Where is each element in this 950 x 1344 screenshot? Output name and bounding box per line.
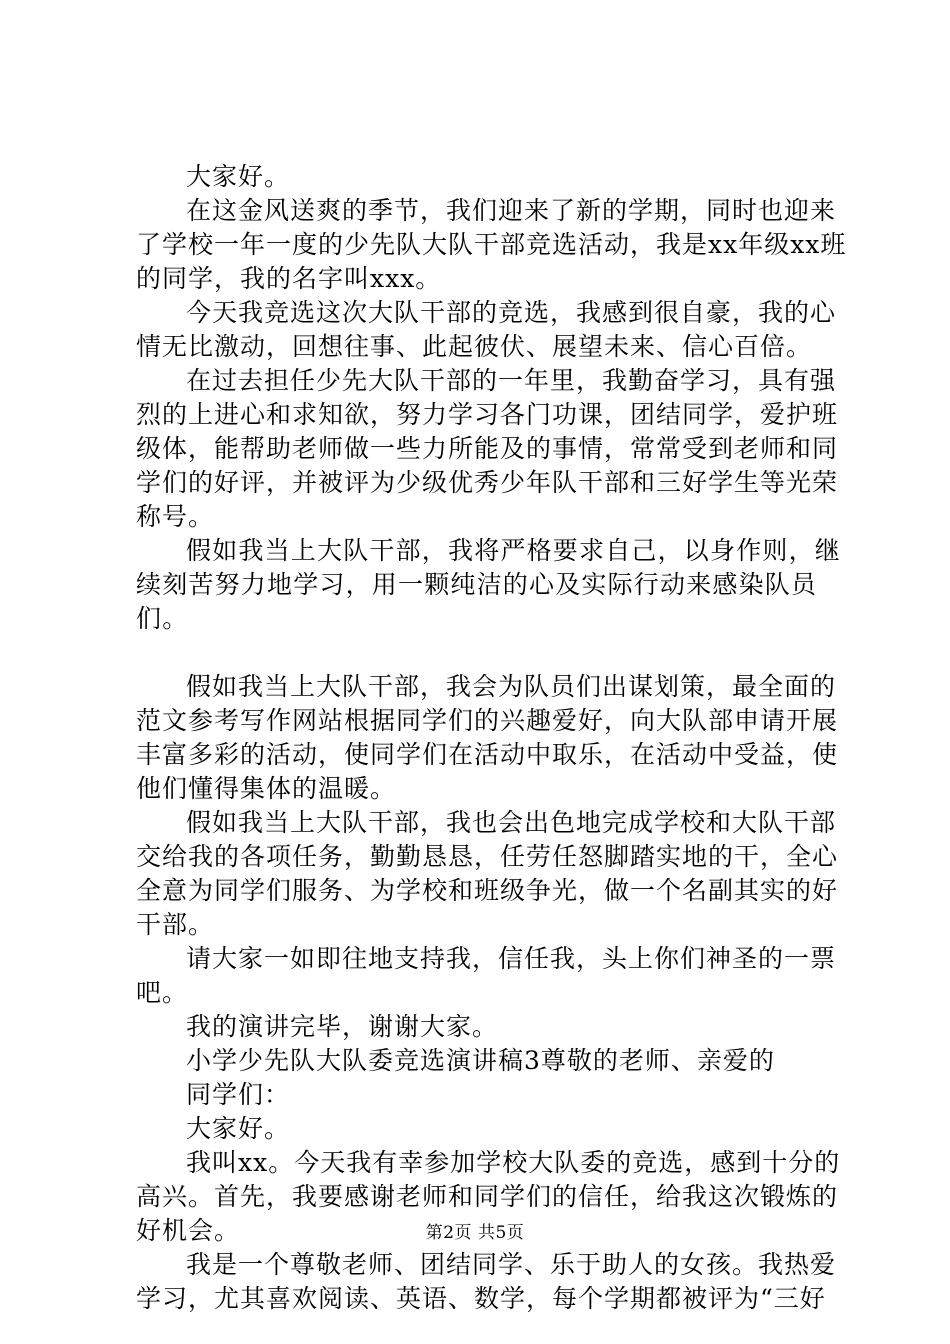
paragraph-promise-1: 假如我当上大队干部，我将严格要求自己，以身作则，继续刻苦努力地学习，用一颗纯洁的心及实际行动来感染队员们。 (136, 536, 842, 633)
paragraph-spacer (136, 636, 851, 670)
document-body (136, 160, 851, 1316)
paragraph-intro: 在这金风送爽的季节，我们迎来了新的学期，同时也迎来了学校一年一度的少先队大队干部竞选活动，我是xx年级xx班的同学，我的名字叫xxx。 (136, 196, 847, 293)
paragraph-greeting-2: 大家好。 (186, 1114, 291, 1143)
paragraph-promise-2: 假如我当上大队干部，我会为队员们出谋划策，最全面的范文参考写作网站根据同学们的兴趣爱好，向大队部申请开展丰富多彩的活动，使同学们在活动中取乐，在活动中受益，使他们懂得集体的温暖。 (136, 672, 839, 803)
paragraph-feelings: 今天我竞选这次大队干部的竞选，我感到很自豪，我的心情无比激动，回想往事、此起彼伏、展望未来、信心百倍。 (136, 298, 837, 361)
paragraph-salutation: 同学们： (186, 1080, 291, 1109)
paragraph-past-year: 在过去担任少先大队干部的一年里，我勤奋学习，具有强烈的上进心和求知欲，努力学习各门功课，团结同学，爱护班级体，能帮助老师做一些力所能及的事情，常常受到老师和同学们的好评，并被评为少级优秀少年队干部和三好学生等光荣称号。 (136, 366, 839, 531)
paragraph-self-description: 我是一个尊敬老师、团结同学、乐于助人的女孩。我热爱学习，尤其喜欢阅读、英语、数学，每个学期都被评为“三好 (136, 1250, 837, 1313)
paragraph-self-intro: 我叫xx。今天我有幸参加学校大队委的竞选，感到十分的高兴。首先，我要感谢老师和同学们的信任，给我这次锻炼的好机会。 (136, 1148, 841, 1245)
page-footer: 第2页 共5页 (425, 1223, 525, 1243)
paragraph-speech-3-title: 小学少先队大队委竞选演讲稿3尊敬的老师、亲爱的 (186, 1046, 775, 1075)
paragraph-promise-3: 假如我当上大队干部，我也会出色地完成学校和大队干部交给我的各项任务，勤勤恳恳，任劳任怒脚踏实地的干，全心全意为同学们服务、为学校和班级争光，做一个名副其实的好干部。 (136, 808, 839, 939)
paragraph-greeting: 大家好。 (186, 162, 291, 191)
paragraph-request: 请大家一如即往地支持我，信任我，头上你们神圣的一票吧。 (136, 944, 837, 1007)
paragraph-closing: 我的演讲完毕，谢谢大家。 (186, 1012, 499, 1041)
